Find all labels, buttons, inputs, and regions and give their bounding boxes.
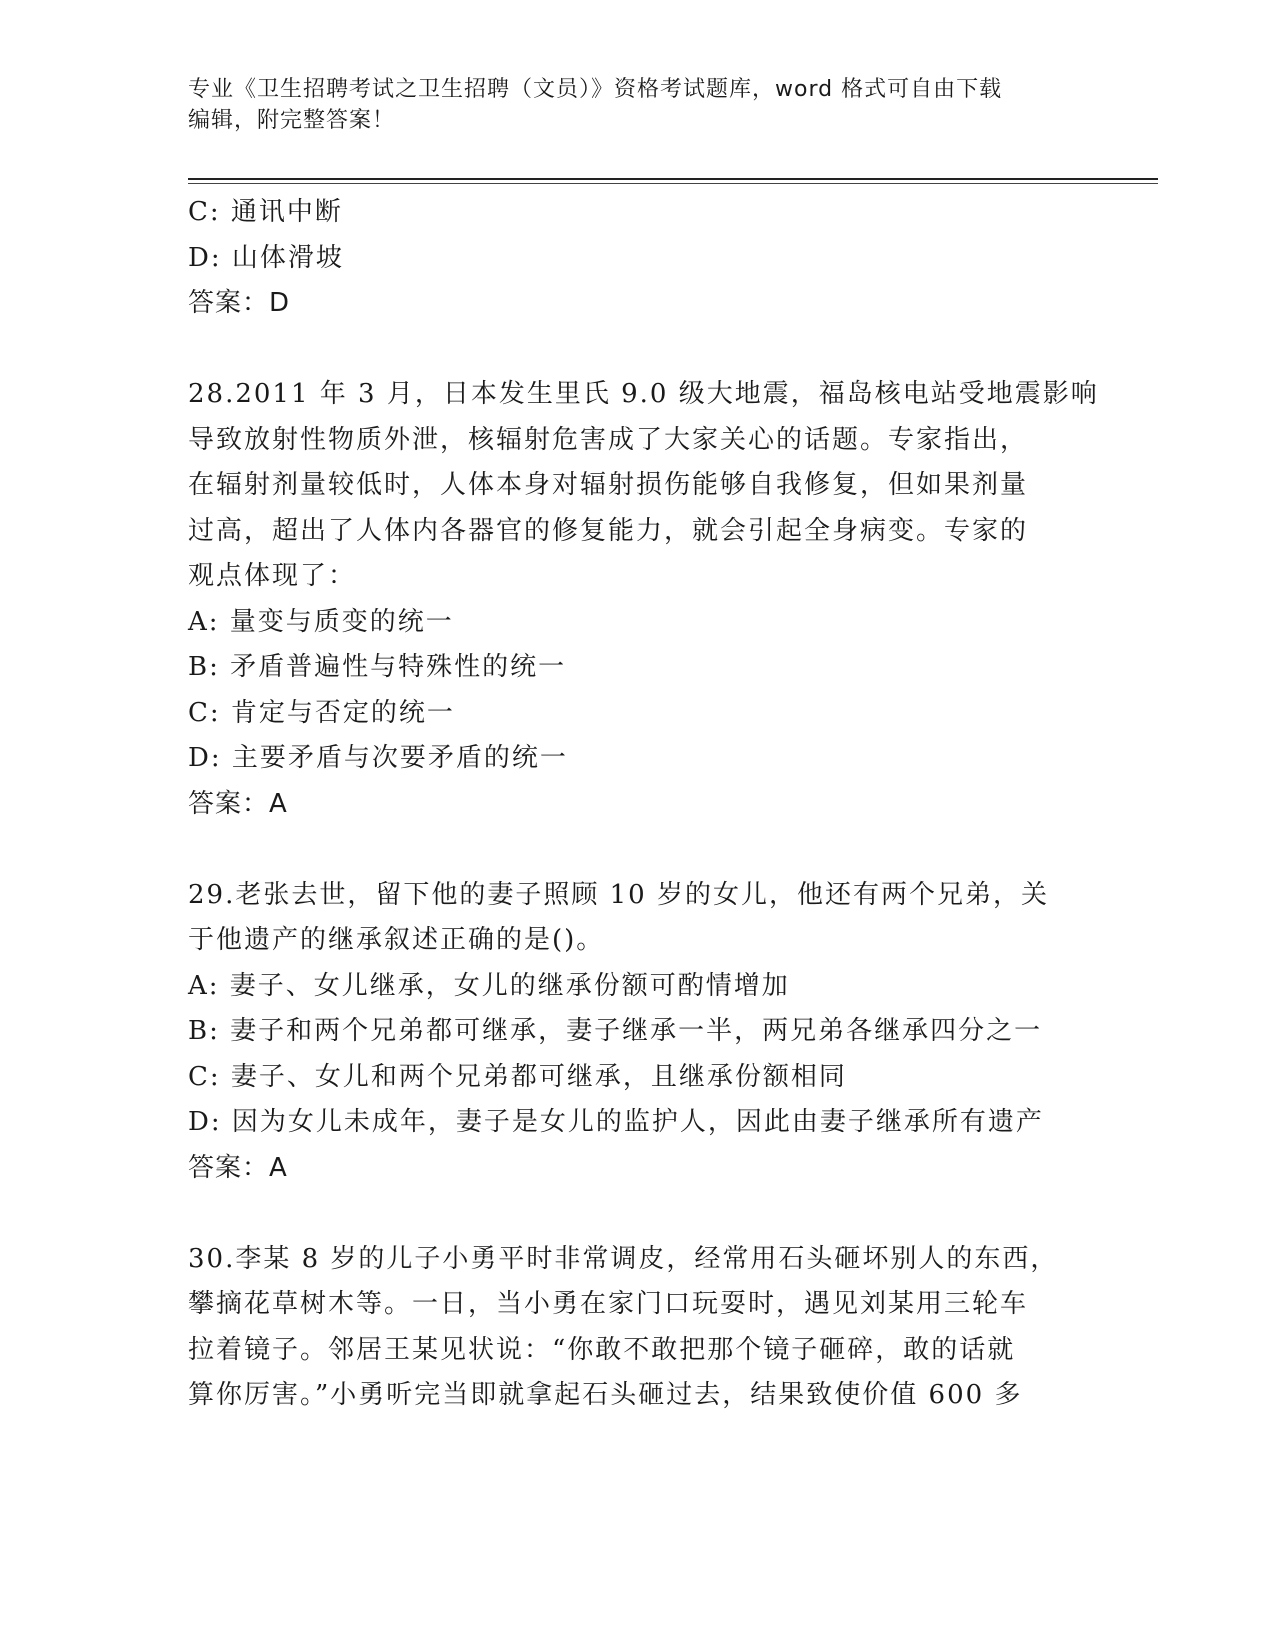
question-28-answer: 答案：A [188, 788, 288, 819]
question-spacer [188, 327, 1088, 373]
question-28-option-c: C: 肯定与否定的统一 [188, 697, 455, 728]
header-line-1: 专业《卫生招聘考试之卫生招聘（文员）》资格考试题库，word 格式可自由下载 [188, 77, 1003, 102]
question-28-line-3: 在辐射剂量较低时，人体本身对辐射损伤能够自我修复，但如果剂量 [188, 470, 1029, 500]
question-29-answer: 答案：A [188, 1152, 288, 1183]
prev-option-d: D: 山体滑坡 [188, 242, 344, 273]
question-29 [188, 873, 1088, 1192]
question-28-option-b: B: 矛盾普遍性与特殊性的统一 [188, 652, 567, 682]
question-28 [188, 372, 1099, 827]
question-28-line-2: 导致放射性物质外泄，核辐射危害成了大家关心的话题。专家指出， [188, 424, 1029, 455]
header-divider-thin [188, 183, 1158, 184]
header-divider-thick [188, 178, 1158, 180]
question-29-option-c: C: 妻子、女儿和两个兄弟都可继承，且继承份额相同 [188, 1061, 847, 1092]
question-30-line-4: 算你厉害。”小勇听完当即就拿起石头砸过去，结果致使价值 600 多 [188, 1380, 1023, 1410]
question-30-line-3: 拉着镜子。邻居王某见状说：“你敢不敢把那个镜子砸碎，敢的话就 [188, 1334, 1016, 1365]
question-29-option-b: B: 妻子和两个兄弟都可继承，妻子继承一半，两兄弟各继承四分之一 [188, 1016, 1043, 1046]
question-29-option-a: A: 妻子、女儿继承，女儿的继承份额可酌情增加 [188, 970, 790, 1001]
question-28-option-a: A: 量变与质变的统一 [188, 606, 454, 637]
question-spacer [188, 827, 1088, 873]
question-30 [188, 1237, 1088, 1419]
prev-option-c: C: 通讯中断 [188, 197, 343, 227]
question-28-line-1: 28.2011 年 3 月，日本发生里氏 9.0 级大地震，福岛核电站受地震影响 [188, 379, 1099, 409]
question-28-line-4: 过高，超出了人体内各器官的修复能力，就会引起全身病变。专家的 [188, 515, 1029, 546]
question-28-line-5: 观点体现了： [188, 561, 357, 591]
prev-answer: 答案：D [188, 288, 291, 318]
question-28-option-d: D: 主要矛盾与次要矛盾的统一 [188, 743, 568, 773]
document-body [188, 190, 1099, 1419]
question-30-line-1: 30.李某 8 岁的儿子小勇平时非常调皮，经常用石头砸坏别人的东西， [188, 1243, 1059, 1274]
question-30-line-2: 攀摘花草树木等。一日，当小勇在家门口玩耍时，遇见刘某用三轮车 [188, 1289, 1029, 1319]
question-29-option-d: D: 因为女儿未成年，妻子是女儿的监护人，因此由妻子继承所有遗产 [188, 1107, 1044, 1137]
header-line-2: 编辑，附完整答案！ [188, 108, 396, 133]
question-29-line-1: 29.老张去世，留下他的妻子照顾 10 岁的女儿，他还有两个兄弟，关 [188, 879, 1049, 910]
document-header [188, 74, 1068, 136]
question-29-line-2: 于他遗产的继承叙述正确的是()。 [188, 925, 605, 955]
question-spacer [188, 1191, 1088, 1237]
